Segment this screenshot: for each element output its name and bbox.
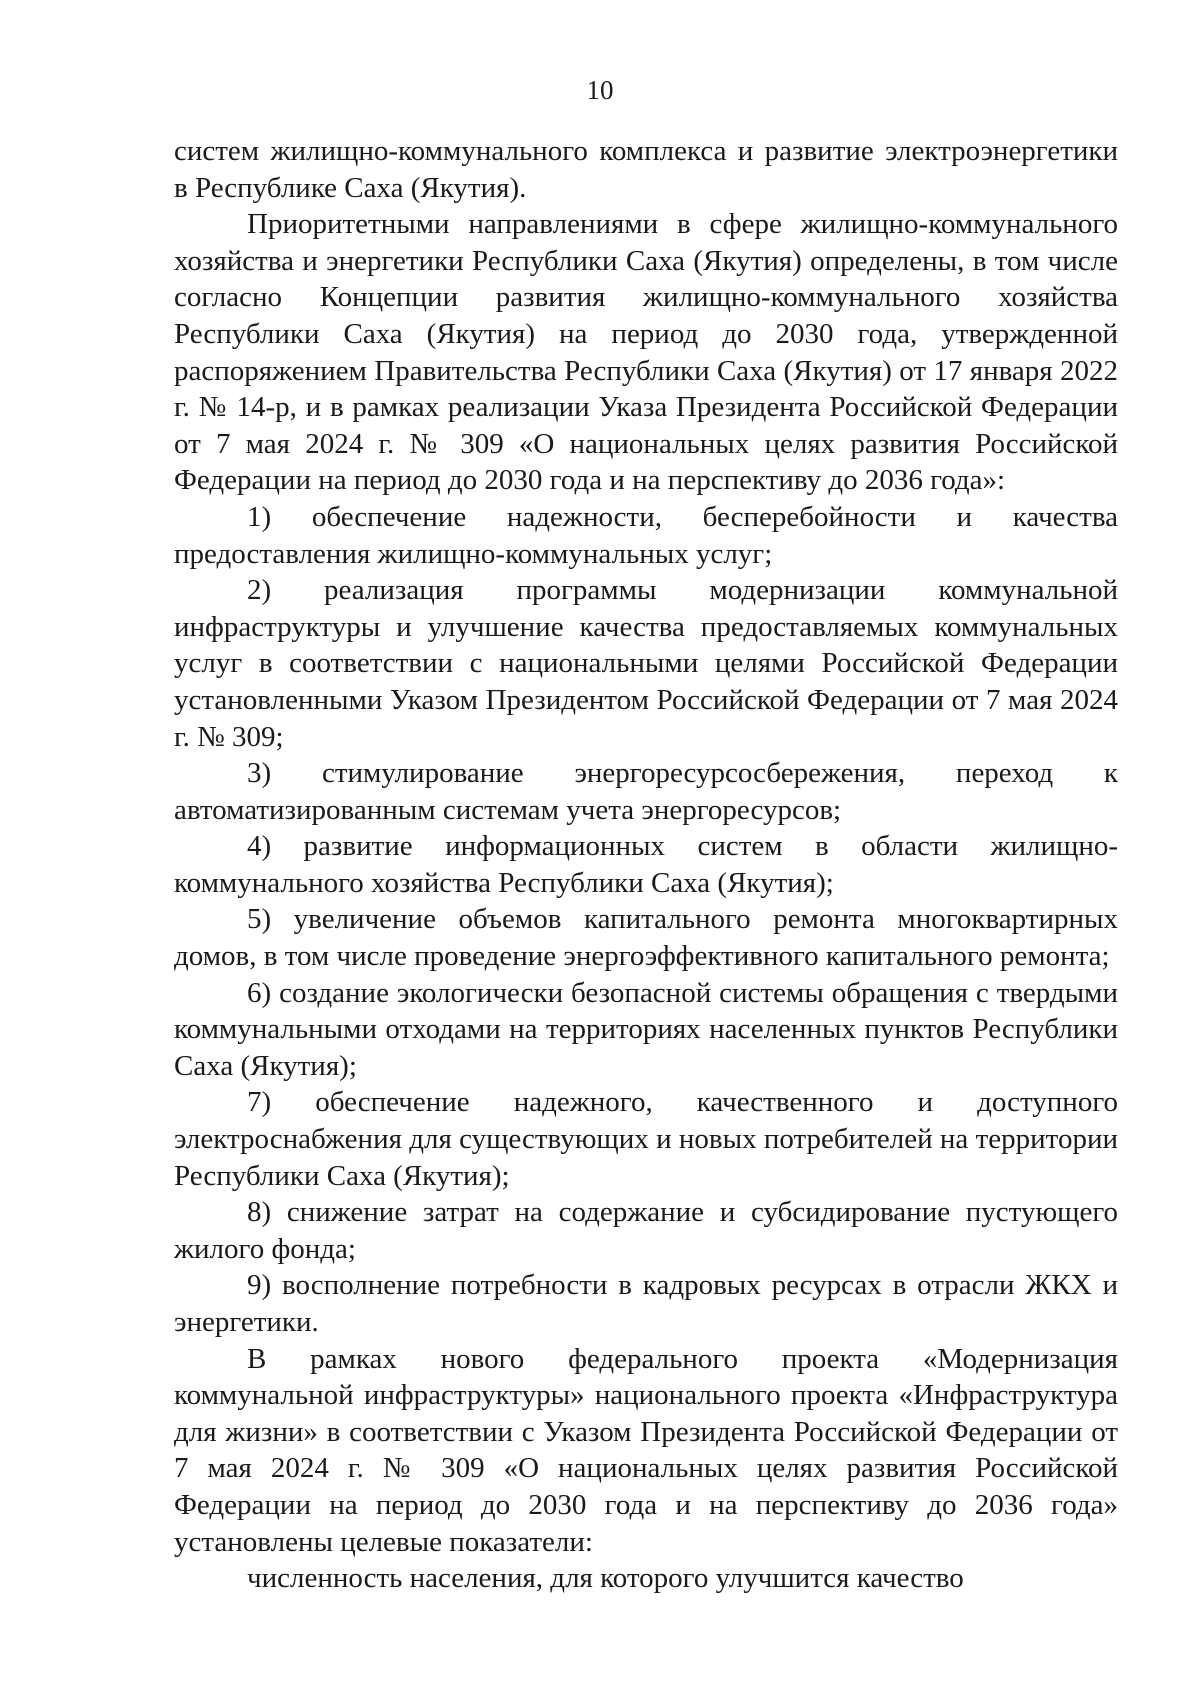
list-item-7: 7) обеспечение надежного, качественного и доступного электроснабжения для существующих и новых потребителей на территории Республики Саха (Якутия); [174, 1086, 1118, 1192]
list-item-6: 6) создание экологически безопасной системы обращения с твердыми коммунальными отходами на территориях населенных пунктов Республики Саха (Якутия); [174, 976, 1118, 1082]
list-item-9: 9) восполнение потребности в кадровых ресурсах в отрасли ЖКХ и энергетики. [174, 1269, 1118, 1338]
list-item-4: 4) развитие информационных систем в области жилищно-коммунального хозяйства Республики Саха (Якутия); [174, 830, 1118, 899]
list-item-1: 1) обеспечение надежности, бесперебойности и качества предоставления жилищно-коммунальных услуг; [174, 500, 1118, 570]
paragraph-target-indicator: численность населения, для которого улучшится качество [247, 1562, 964, 1595]
paragraph-priorities-intro: Приоритетными направлениями в сфере жилищно-коммунального хозяйства и энергетики Республики Саха (Якутия) определены, в том числе согласно Концепции развития жилищно-коммунального хозяйства Республики Саха (Якутия) на период до 2030 года, утвержденной распоряжением Правительства Республики Саха (Якутия) от 17 января 2022 г. № 14-р, и в рамках реализации Указа Президента Российской Федерации от 7 мая 2024 г. № 309 «О национальных целях развития Российской Федерации на период до 2030 года и на перспективу до 2036 года»: [174, 208, 1118, 497]
page-number: 10 [586, 75, 614, 105]
list-item-5: 5) увеличение объемов капитального ремонта многоквартирных домов, в том числе проведение энергоэффективного капитального ремонта; [174, 903, 1118, 973]
list-item-2: 2) реализация программы модернизации коммунальной инфраструктуры и улучшение качества предоставляемых коммунальных услуг в соответствии с национальными целями Российской Федерации установленными Указом Президентом Российской Федерации от 7 мая 2024 г. № 309; [174, 574, 1118, 753]
document-body [174, 133, 1118, 1597]
list-item-8: 8) снижение затрат на содержание и субсидирование пустующего жилого фонда; [174, 1196, 1118, 1265]
paragraph-continuation: систем жилищно-коммунального комплекса и развитие электроэнергетики в Республике Саха (Якутия). [174, 135, 1118, 204]
list-item-3: 3) стимулирование энергоресурсосбережения, переход к автоматизированным системам учета энергоресурсов; [174, 757, 1118, 826]
paragraph-federal-project: В рамках нового федерального проекта «Модернизация коммунальной инфраструктуры» национального проекта «Инфраструктура для жизни» в соответствии с Указом Президента Российской Федерации от 7 мая 2024 г. № 309 «О национальных целях развития Российской Федерации на период до 2030 года и на перспективу до 2036 года» установлены целевые показатели: [174, 1342, 1118, 1558]
